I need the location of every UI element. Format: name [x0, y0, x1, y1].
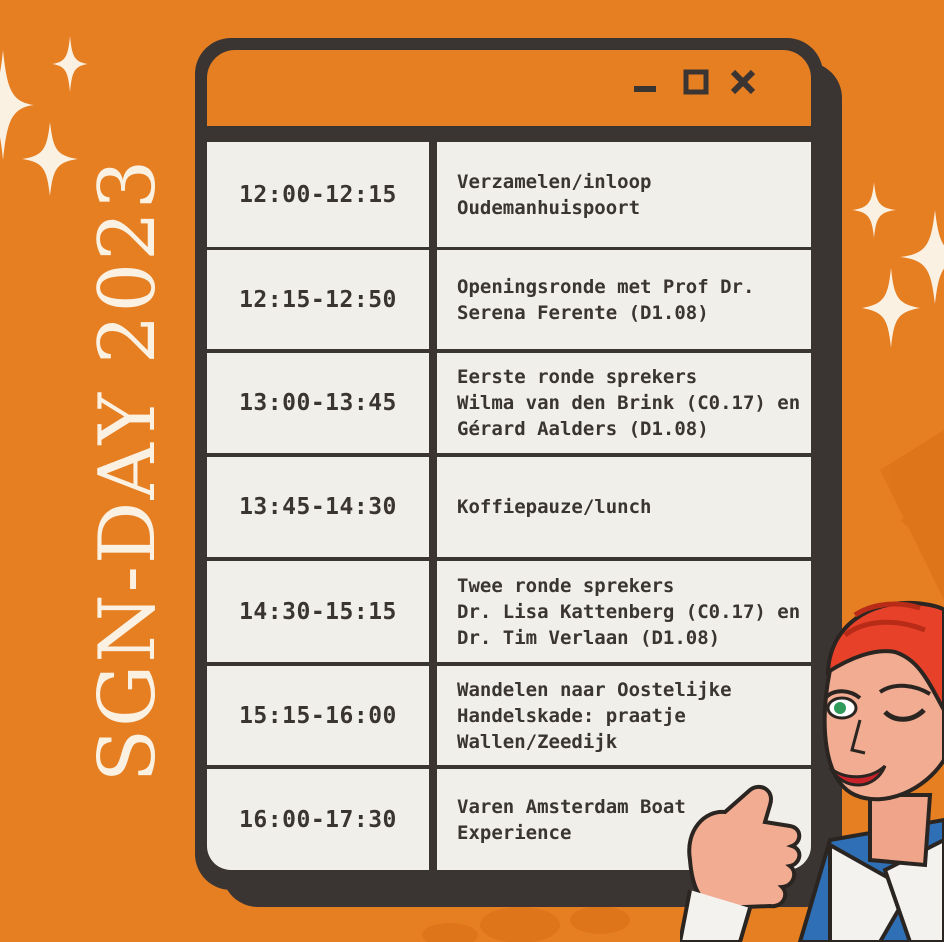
minimize-icon[interactable] — [632, 68, 660, 96]
time-cell: 16:00-17:30 — [207, 769, 429, 870]
table-row — [207, 250, 811, 349]
description-cell: Koffiepauze/lunch — [437, 457, 811, 557]
time-cell: 14:30-15:15 — [207, 561, 429, 662]
maximize-icon[interactable] — [682, 68, 710, 96]
illustration-woman-winking — [680, 590, 944, 942]
sparkle-icon — [852, 182, 896, 238]
sparkle-icon — [0, 50, 34, 160]
description-cell: Verzamelen/inloop Oudemanhuispoort — [437, 142, 811, 247]
description-cell: Varen Amsterdam Boat Experience — [437, 769, 811, 870]
sparkle-icon — [862, 268, 920, 348]
time-cell: 12:00-12:15 — [207, 142, 429, 247]
description-cell: Eerste ronde sprekers Wilma van den Brink (C0.17) en Gérard Aalders (D1.08) — [437, 353, 811, 453]
sparkle-icon — [52, 36, 88, 92]
time-cell: 13:45-14:30 — [207, 457, 429, 557]
close-icon[interactable] — [729, 68, 757, 96]
time-cell: 15:15-16:00 — [207, 666, 429, 765]
table-row — [207, 353, 811, 453]
table-row — [207, 142, 811, 247]
time-cell: 12:15-12:50 — [207, 250, 429, 349]
window-titlebar — [207, 50, 811, 126]
page-title: SGN-DAY 2023 — [83, 157, 173, 783]
table-row — [207, 457, 811, 557]
description-cell: Twee ronde sprekers Dr. Lisa Kattenberg (C0.17) en Dr. Tim Verlaan (D1.08) — [437, 561, 811, 662]
description-cell: Wandelen naar Oostelijke Handelskade: praatje Wallen/Zeedijk — [437, 666, 811, 765]
time-cell: 13:00-13:45 — [207, 353, 429, 453]
description-cell: Openingsronde met Prof Dr. Serena Ferente (D1.08) — [437, 250, 811, 349]
